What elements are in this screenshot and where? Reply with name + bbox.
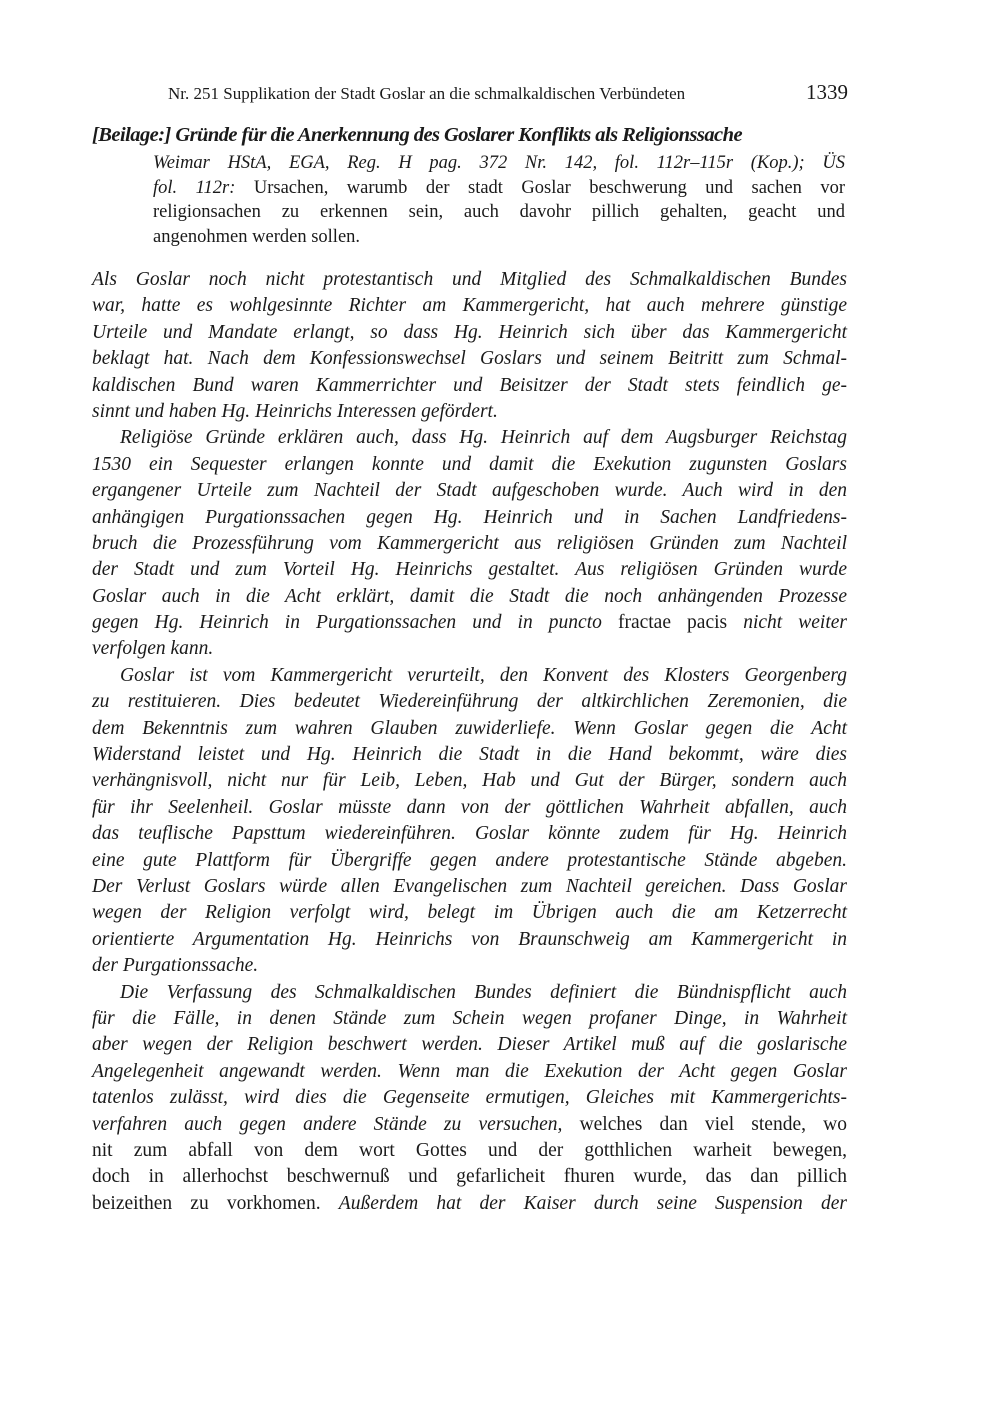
paragraph-4-line [92, 1006, 847, 1032]
italic-run: Als Goslar noch nicht protestantisch und Mitglied des Schmalkaldischen Bundes [92, 269, 847, 290]
paragraph-4-line [92, 980, 847, 1006]
paragraph-3-line [92, 663, 847, 689]
paragraph-3-line [92, 742, 847, 768]
italic-run: Die Verfassung des Schmalkaldischen Bundes definiert die Bündnispflicht auch [120, 981, 847, 1003]
page-number: 1339 [806, 80, 848, 104]
paragraph-4-line [92, 1138, 847, 1164]
document-heading: [Beilage:] Gründe für die Anerkennung des Goslarer Konflikts als Religionssache [92, 124, 743, 146]
italic-run: verhängnisvoll, nicht nur für Leib, Leben, Hab und Gut der Bürger, sondern auch [92, 770, 847, 792]
italic-run: nicht weiter [727, 612, 848, 634]
paragraph-3-line [92, 795, 847, 821]
italic-run: sinnt und haben Hg. Heinrichs Interessen gefördert. [92, 400, 498, 422]
body-text [92, 267, 847, 1217]
paragraph-2-line [92, 425, 847, 451]
italic-run: beklagt hat. Nach dem Konfessionswechsel Goslars und seinem Beitritt zum Schmal- [92, 348, 847, 370]
source-line [153, 225, 845, 250]
paragraph-3-line [92, 927, 847, 953]
roman-run: religionsachen zu erkennen sein, auch davohr pillich gehalten, geacht und [153, 202, 845, 222]
italic-run: Weimar HStA, EGA, Reg. H pag. 372 Nr. 142, fol. 112r–115r (Kop.); ÜS [153, 153, 845, 173]
paragraph-3-line [92, 821, 847, 847]
roman-run: nit zum abfall von dem wort Gottes und der gotthlichen warheit bewegen, [92, 1139, 847, 1161]
italic-run: bruch die Prozessführung vom Kammergericht aus religiösen Gründen zum Nachteil [92, 532, 847, 554]
italic-run: Außerdem hat der Kaiser durch seine Suspension der [338, 1192, 847, 1214]
paragraph-2-line [92, 452, 847, 478]
paragraph-4-line [92, 1112, 847, 1138]
paragraph-2-line [92, 478, 847, 504]
italic-run: Angelegenheit angewandt werden. Wenn man die Exekution der Acht gegen Goslar [92, 1060, 847, 1082]
paragraph-2-line [92, 557, 847, 583]
italic-run: für ihr Seelenheil. Goslar müsste dann von der göttlichen Wahrheit abfallen, auch [92, 796, 847, 818]
paragraph-1-line [92, 373, 847, 399]
roman-run: beizeithen zu vorkhomen. [92, 1192, 339, 1214]
italic-run: aber wegen der Religion beschwert werden. Dieser Artikel muß auf die goslarische [92, 1034, 847, 1056]
roman-run: doch in allerhochst beschwernuß und gefarlicheit fhuren wurde, das dan pillich [92, 1166, 847, 1188]
paragraph-3-line [92, 768, 847, 794]
paragraph-4-line [92, 1032, 847, 1058]
italic-run: der Stadt und zum Vorteil Hg. Heinrichs gestaltet. Aus religiösen Gründen wurde [92, 559, 847, 581]
italic-run: gegen Hg. Heinrich in Purgationssachen und in puncto [92, 612, 618, 634]
source-line [153, 151, 845, 176]
italic-run: kaldischen Bund waren Kammerrichter und Beisitzer der Stadt stets feindlich ge- [92, 374, 847, 396]
italic-run: das teuflische Papsttum wiedereinführen. Goslar könnte zudem für Hg. Heinrich [92, 823, 847, 845]
roman-run: angenohmen werden sollen. [153, 226, 361, 247]
italic-run: verfolgen kann. [92, 638, 214, 660]
paragraph-1-line [92, 320, 847, 346]
roman-run: Ursachen, warumb der stadt Goslar beschwerung und sachen vor [235, 177, 845, 198]
italic-run: Religiöse Gründe erklären auch, dass Hg. Heinrich auf dem Augsburger Reichstag [120, 427, 847, 449]
italic-run: Urteile und Mandate erlangt, so dass Hg. Heinrich sich über das Kammergericht [92, 321, 847, 343]
italic-run: tatenlos zulässt, wird dies die Gegenseite ermutigen, Gleiches mit Kammergerichts- [92, 1087, 847, 1109]
paragraph-2-line [92, 505, 847, 531]
italic-run: Goslar auch in die Acht erklärt, damit die Stadt die noch anhängenden Prozesse [92, 585, 847, 607]
source-line [153, 200, 845, 225]
paragraph-4-line [92, 1085, 847, 1111]
italic-run: eine gute Plattform für Übergriffe gegen andere protestantische Stände abgeben. [92, 849, 847, 871]
paragraph-2-line [92, 610, 847, 636]
roman-run: fractae pacis [617, 612, 728, 634]
italic-run: dem Bekenntnis zum wahren Glauben zuwiderliefe. Wenn Goslar gegen die Acht [92, 717, 847, 739]
italic-run: der Purgationssache. [92, 955, 259, 977]
italic-run: fol. 112r: [153, 177, 236, 198]
running-head [168, 80, 848, 108]
source-note [153, 151, 845, 249]
source-line [153, 176, 845, 201]
italic-run: für die Fälle, in denen Stände zum Schein wegen profaner Dinge, in Wahrheit [92, 1007, 847, 1029]
paragraph-3-line [92, 874, 847, 900]
italic-run: Widerstand leistet und Hg. Heinrich die Stadt in die Hand bekommt, wäre dies [92, 744, 847, 766]
paragraph-3-line [92, 689, 847, 715]
paragraph-4-line [92, 1191, 847, 1217]
italic-run: zu restituieren. Dies bedeutet Wiedereinführung der altkirchlichen Zeremonien, die [92, 691, 847, 713]
paragraph-2-line [92, 531, 847, 557]
paragraph-4-line [92, 1059, 847, 1085]
paragraph-4-line [92, 1164, 847, 1190]
paragraph-3-line [92, 848, 847, 874]
paragraph-3-line [92, 900, 847, 926]
italic-run: war, hatte es wohlgesinnte Richter am Kammergericht, hat auch mehrere günstige [92, 295, 847, 317]
italic-run: Goslar ist vom Kammergericht verurteilt, den Konvent des Klosters Georgenberg [120, 664, 847, 686]
paragraph-2-line [92, 584, 847, 610]
italic-run: Der Verlust Goslars würde allen Evangelischen zum Nachteil gereichen. Dass Goslar [92, 875, 847, 897]
italic-run: 1530 ein Sequester erlangen konnte und damit die Exekution zugunsten Goslars [92, 453, 847, 475]
italic-run: verfahren auch gegen andere Stände zu versuchen, [92, 1113, 563, 1135]
paragraph-3-line [92, 716, 847, 742]
paragraph-2-line [92, 636, 847, 662]
roman-run: welches dan viel stende, wo [562, 1113, 848, 1135]
italic-run: orientierte Argumentation Hg. Heinrichs von Braunschweig am Kammergericht in [92, 928, 847, 950]
paragraph-1-line [92, 346, 847, 372]
paragraph-1-line [92, 293, 847, 319]
paragraph-3-line [92, 953, 847, 979]
italic-run: ergangener Urteile zum Nachteil der Stadt aufgeschoben wurde. Auch wird in den [92, 480, 847, 502]
running-head-title: Nr. 251 Supplikation der Stadt Goslar an die schmalkaldischen Verbündeten [168, 84, 686, 103]
italic-run: anhängigen Purgationssachen gegen Hg. Heinrich und in Sachen Landfriedens- [92, 506, 847, 528]
paragraph-1-line [92, 399, 847, 425]
paragraph-1-line [92, 267, 847, 293]
italic-run: wegen der Religion verfolgt wird, belegt im Übrigen auch die am Ketzerrecht [92, 902, 847, 924]
